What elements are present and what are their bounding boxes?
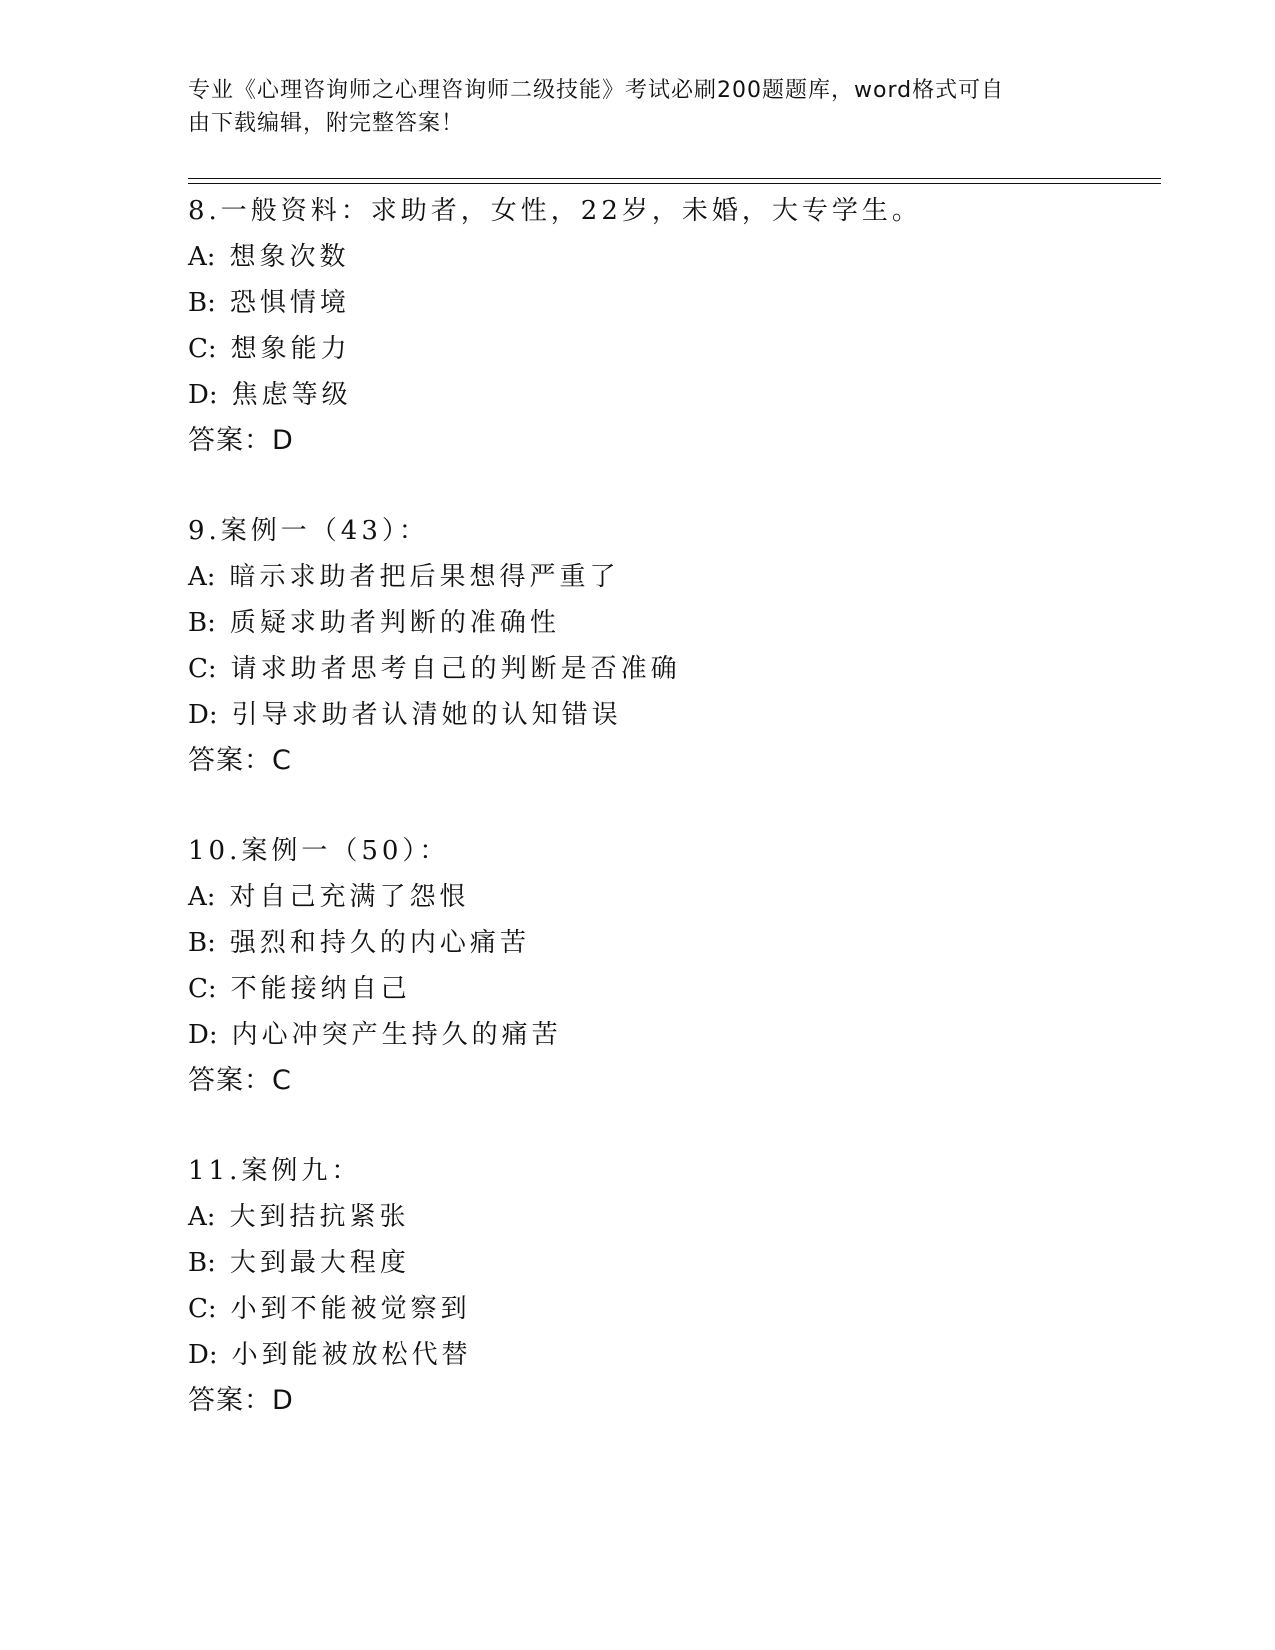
option-d [188,692,1168,738]
option-c [188,646,1168,692]
document-header [188,74,1078,140]
option-letter: D: [188,1020,218,1050]
option-c [188,1286,1168,1332]
option-letter: B: [188,288,216,318]
question-stem: 9.案例一（43）： [188,516,429,546]
option-a [188,1194,1168,1240]
option-letter: B: [188,1248,216,1278]
option-letter: A: [188,882,216,912]
option-letter: C: [188,1294,217,1324]
option-letter: D: [188,380,218,410]
option-b [188,1240,1168,1286]
header-line-2: 由下载编辑，附完整答案！ [188,111,465,136]
option-letter: D: [188,1340,218,1370]
option-d [188,372,1168,418]
question-11 [188,1148,1168,1424]
option-text: 小到能被放松代替 [231,1340,472,1370]
option-b [188,600,1168,646]
option-d [188,1332,1168,1378]
option-text: 内心冲突产生持久的痛苦 [231,1020,562,1050]
option-letter: C: [188,974,217,1004]
option-text: 暗示求助者把后果想得严重了 [229,562,620,592]
answer-line: 答案：D [188,425,294,456]
option-text: 大到最大程度 [229,1248,410,1278]
option-b [188,280,1168,326]
option-letter: B: [188,928,216,958]
question-8 [188,188,1168,464]
option-b [188,920,1168,966]
option-c [188,326,1168,372]
option-text: 强烈和持久的内心痛苦 [229,928,530,958]
question-stem: 11.案例九： [188,1156,362,1186]
option-text: 请求助者思考自己的判断是否准确 [230,654,681,684]
option-text: 质疑求助者判断的准确性 [229,608,560,638]
option-letter: A: [188,562,216,592]
option-d [188,1012,1168,1058]
option-text: 想象能力 [230,334,351,364]
question-stem: 8.一般资料：求助者，女性，22岁，未婚，大专学生。 [188,196,922,226]
option-text: 不能接纳自己 [230,974,411,1004]
option-a [188,554,1168,600]
question-spacer [188,464,1168,508]
option-letter: A: [188,242,216,272]
option-c [188,966,1168,1012]
question-stem: 10.案例一（50）： [188,836,450,866]
option-a [188,234,1168,280]
option-text: 想象次数 [229,242,350,272]
header-line-1: 专业《心理咨询师之心理咨询师二级技能》考试必刷200题题库，word格式可自 [188,78,1005,103]
option-text: 恐惧情境 [229,288,350,318]
option-text: 大到拮抗紧张 [229,1202,410,1232]
question-spacer [188,1104,1168,1148]
option-letter: D: [188,700,218,730]
question-list [188,188,1168,1424]
option-a [188,874,1168,920]
question-9 [188,508,1168,784]
header-divider-top [188,178,1161,179]
question-10 [188,828,1168,1104]
option-letter: C: [188,654,217,684]
option-text: 引导求助者认清她的认知错误 [231,700,622,730]
option-letter: B: [188,608,216,638]
answer-line: 答案：D [188,1385,294,1416]
option-letter: A: [188,1202,216,1232]
option-letter: C: [188,334,217,364]
answer-line: 答案：C [188,1065,292,1096]
option-text: 焦虑等级 [231,380,352,410]
option-text: 小到不能被觉察到 [230,1294,471,1324]
answer-line: 答案：C [188,745,292,776]
header-divider-bottom [188,183,1161,184]
question-spacer [188,784,1168,828]
option-text: 对自己充满了怨恨 [229,882,470,912]
